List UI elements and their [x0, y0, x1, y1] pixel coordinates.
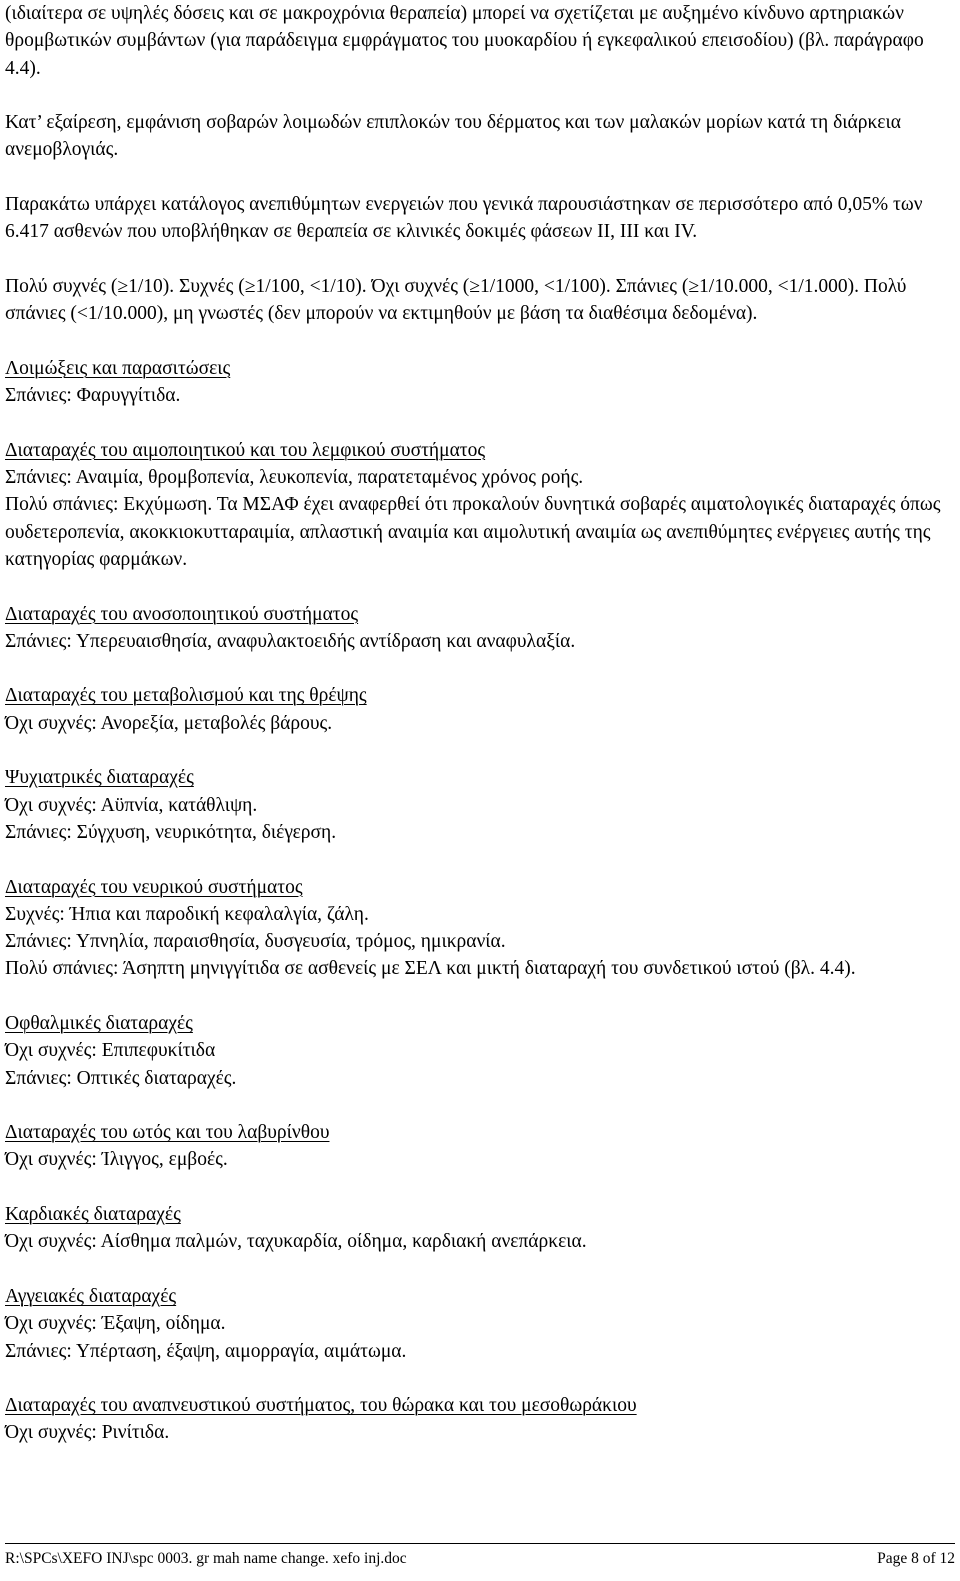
spacer [5, 573, 953, 600]
soc-section [5, 874, 953, 983]
section-entry: Πολύ σπάνιες: Εκχύμωση. Τα ΜΣΑΦ έχει αναφερθεί ότι προκαλούν δυνητικά σοβαρές αιματολογικές διαταραχές όπως ουδετεροπενία, ακοκκιοκυτταραιμία, απλαστική αναιμία και αιμολυτική αναιμία ως ανεπιθύμητες ενέργειες αυτής της κατηγορίας φαρμάκων. [5, 494, 941, 570]
section-heading: Λοιμώξεις και παρασιτώσεις [5, 357, 231, 379]
spacer [5, 246, 953, 273]
adverse-reaction-sections [5, 328, 953, 1447]
footer-file-path: R:\SPCs\XEFO INJ\spc 0003. gr mah name change. xefo inj.doc [5, 1550, 407, 1567]
section-heading: Διαταραχές του ωτός και του λαβυρίνθου [5, 1122, 330, 1144]
soc-section [5, 1283, 953, 1365]
soc-section [5, 601, 953, 656]
section-entry: Σπάνιες: Υπέρταση, έξαψη, αιμορραγία, αιμάτωμα. [5, 1340, 407, 1362]
soc-section [5, 1010, 953, 1092]
section-heading: Διαταραχές του αναπνευστικού συστήματος, του θώρακα και του μεσοθωράκιου [5, 1395, 637, 1417]
page-footer [5, 1543, 955, 1581]
section-entry: Όχι συχνές: Ρινίτιδα. [5, 1422, 170, 1444]
spacer [5, 1092, 953, 1119]
section-entry: Σπάνιες: Σύγχυση, νευρικότητα, διέγερση. [5, 821, 337, 843]
spacer [5, 82, 953, 109]
section-heading: Καρδιακές διαταραχές [5, 1204, 181, 1226]
section-entry: Όχι συχνές: Αϋπνία, κατάθλιψη. [5, 794, 258, 816]
section-entry: Συχνές: Ήπια και παροδική κεφαλαλγία, ζάλη. [5, 903, 369, 925]
spacer [5, 983, 953, 1010]
section-heading: Οφθαλμικές διαταραχές [5, 1012, 193, 1034]
soc-section [5, 355, 953, 410]
paragraph-frequency-definitions: Πολύ συχνές (≥1/10). Συχνές (≥1/100, <1/10). Όχι συχνές (≥1/1000, <1/100). Σπάνιες (≥1/10.000, <1/1.000). Πολύ σπάνιες (<1/10.000), μη γνωστές (δεν μπορούν να εκτιμηθούν με βάση τα διαθέσιμα δεδομένα). [5, 275, 907, 325]
paragraph-chickenpox: Κατ’ εξαίρεση, εμφάνιση σοβαρών λοιμωδών επιπλοκών του δέρματος και των μαλακών μορίων κατά τη διάρκεια ανεμοβλογιάς. [5, 112, 901, 161]
paragraph-thrombotic-risk: (ιδιαίτερα σε υψηλές δόσεις και σε μακροχρόνια θεραπεία) μπορεί να σχετίζεται με αυξημένο κίνδυνο αρτηριακών θρομβωτικών συμβάντων (για παράδειγμα εμφράγματος του μυοκαρδίου ή εγκεφαλικού επεισοδίου) (βλ. παράγραφο 4.4). [5, 3, 924, 79]
section-entry: Όχι συχνές: Επιπεφυκίτιδα [5, 1040, 216, 1062]
section-heading: Διαταραχές του ανοσοποιητικού συστήματος [5, 603, 359, 625]
soc-section [5, 1119, 953, 1174]
section-entry: Σπάνιες: Οπτικές διαταραχές. [5, 1067, 237, 1089]
spacer [5, 328, 953, 355]
spacer [5, 1365, 953, 1392]
spacer [5, 164, 953, 191]
soc-section [5, 1201, 953, 1256]
section-entry: Σπάνιες: Φαρυγγίτιδα. [5, 385, 181, 407]
section-entry: Πολύ σπάνιες: Άσηπτη μηνιγγίτιδα σε ασθενείς με ΣΕΛ και μικτή διαταραχή του συνδετικού ιστού (βλ. 4.4). [5, 958, 856, 980]
spacer [5, 846, 953, 873]
paragraph-adverse-list-intro: Παρακάτω υπάρχει κατάλογος ανεπιθύμητων ενεργειών που γενικά παρουσιάστηκαν σε περισσότερο από 0,05% των 6.417 ασθενών που υποβλήθηκαν σε θεραπεία σε κλινικές δοκιμές φάσεων ΙΙ, ΙΙΙ και ΙV. [5, 194, 923, 243]
soc-section [5, 437, 953, 573]
spacer [5, 409, 953, 436]
section-entry: Όχι συχνές: Ανορεξία, μεταβολές βάρους. [5, 712, 333, 734]
section-entry: Όχι συχνές: Αίσθημα παλμών, ταχυκαρδία, οίδημα, καρδιακή ανεπάρκεια. [5, 1231, 587, 1253]
section-entry: Σπάνιες: Αναιμία, θρομβοπενία, λευκοπενία, παρατεταμένος χρόνος ροής. [5, 467, 584, 489]
section-entry: Όχι συχνές: Έξαψη, οίδημα. [5, 1313, 226, 1335]
document-body [5, 0, 953, 1447]
section-heading: Ψυχιατρικές διαταραχές [5, 767, 194, 789]
section-heading: Αγγειακές διαταραχές [5, 1285, 177, 1307]
spacer [5, 655, 953, 682]
section-heading: Διαταραχές του αιμοποιητικού και του λεμφικού συστήματος [5, 439, 486, 461]
soc-section [5, 764, 953, 846]
section-entry: Σπάνιες: Υπνηλία, παραισθησία, δυσγευσία, τρόμος, ημικρανία. [5, 931, 506, 953]
footer-page-number: Page 8 of 12 [877, 1550, 955, 1567]
section-heading: Διαταραχές του μεταβολισμού και της θρέψης [5, 685, 367, 707]
section-entry: Σπάνιες: Υπερευαισθησία, αναφυλακτοειδής αντίδραση και αναφυλαξία. [5, 630, 576, 652]
soc-section [5, 1392, 953, 1447]
spacer [5, 737, 953, 764]
spacer [5, 1256, 953, 1283]
spacer [5, 1174, 953, 1201]
section-entry: Όχι συχνές: Ίλιγγος, εμβοές. [5, 1149, 228, 1171]
soc-section [5, 682, 953, 737]
section-heading: Διαταραχές του νευρικού συστήματος [5, 876, 303, 898]
